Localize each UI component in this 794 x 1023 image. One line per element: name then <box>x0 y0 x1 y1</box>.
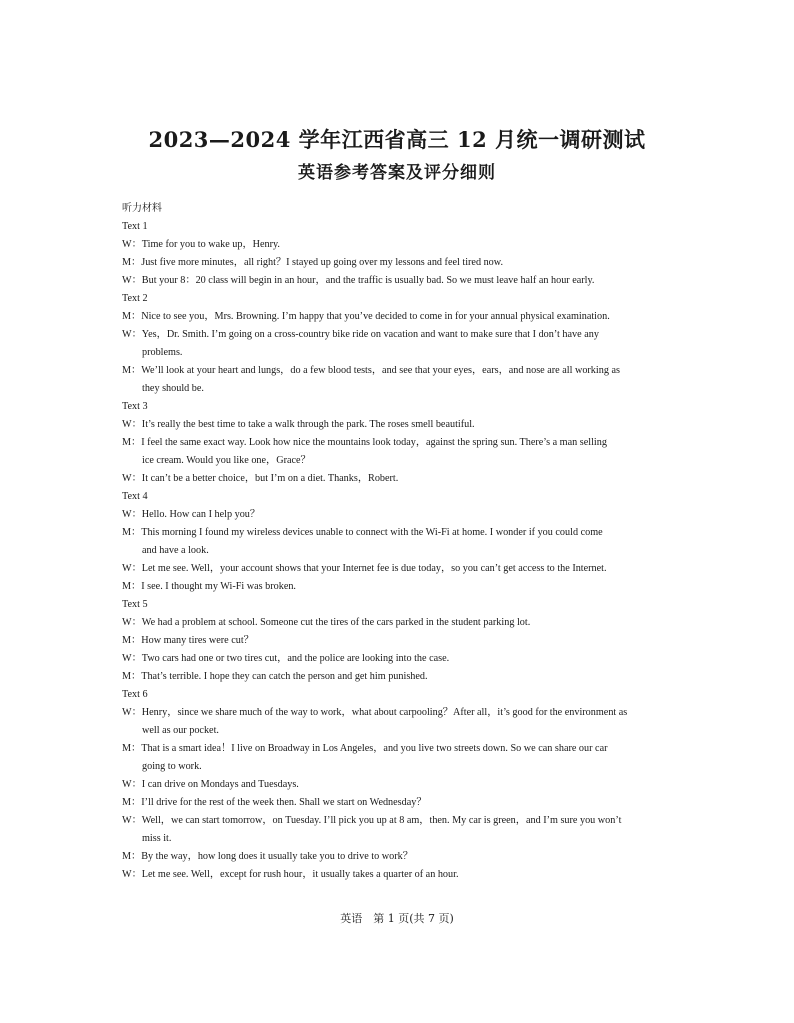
dialogue-line <box>122 812 674 848</box>
dialogue-line <box>122 434 674 470</box>
dialogue-line <box>122 578 674 596</box>
dialogue-line <box>122 560 674 578</box>
dialogue-line <box>122 650 674 668</box>
dialogue-line-text: W：Henry，since we share much of the way to work，what about carpooling？After all，it’s good for the environment as <box>122 707 628 718</box>
text-heading: Text 5 <box>122 599 148 610</box>
dialogue-line-text: M：I’ll drive for the rest of the week then. Shall we start on Wednesday？ <box>122 797 427 808</box>
dialogue-line <box>122 740 674 776</box>
dialogue-line <box>122 866 674 884</box>
dialogue-line-text: W：But your 8：20 class will begin in an hour，and the traffic is usually bad. So we must leave half an hour early. <box>122 275 595 286</box>
text-block <box>122 290 674 398</box>
dialogue-line <box>122 704 674 740</box>
listening-transcript <box>122 200 674 884</box>
dialogue-line <box>122 470 674 488</box>
dialogue-line-text: M：How many tires were cut？ <box>122 635 254 646</box>
dialogue-line-text: M：I see. I thought my Wi-Fi was broken. <box>122 581 296 592</box>
dialogue-line <box>122 326 674 362</box>
text-heading: Text 6 <box>122 689 148 700</box>
transcript-texts <box>122 218 674 884</box>
document-title: 2023—2024 学年江西省高三 12 月统一调研测试 <box>148 127 646 152</box>
section-label: 听力材料 <box>122 203 162 214</box>
dialogue-line <box>122 614 674 632</box>
text-heading: Text 1 <box>122 221 148 232</box>
dialogue-line-continuation: and have a look. <box>142 545 209 556</box>
dialogue-line-text: W：Well，we can start tomorrow，on Tuesday. I’ll pick you up at 8 am，then. My car is green，and I’m sure you won’t <box>122 815 622 826</box>
dialogue-line-text: M：This morning I found my wireless devices unable to connect with the Wi-Fi at home. I wonder if you could come <box>122 527 603 538</box>
dialogue-line-continuation: well as our pocket. <box>142 725 219 736</box>
dialogue-line <box>122 668 674 686</box>
dialogue-line <box>122 632 674 650</box>
dialogue-line-text: W：I can drive on Mondays and Tuesdays. <box>122 779 299 790</box>
dialogue-line-text: M：By the way，how long does it usually take you to drive to work？ <box>122 851 413 862</box>
dialogue-line-text: M：Just five more minutes，all right？I stayed up going over my lessons and feel tired now. <box>122 257 504 268</box>
text-heading: Text 2 <box>122 293 148 304</box>
dialogue-line <box>122 236 674 254</box>
dialogue-line <box>122 416 674 434</box>
dialogue-line-text: W：Let me see. Well，your account shows that your Internet fee is due today，so you can’t get access to the Internet. <box>122 563 607 574</box>
page-footer: 英语 第 1 页(共 7 页) <box>340 912 454 925</box>
text-block <box>122 218 674 290</box>
dialogue-line <box>122 794 674 812</box>
dialogue-line-text: W：It can’t be a better choice，but I’m on a diet. Thanks，Robert. <box>122 473 399 484</box>
dialogue-line-text: M：I feel the same exact way. Look how nice the mountains look today，against the spring sun. There’s a man selling <box>122 437 607 448</box>
dialogue-line <box>122 776 674 794</box>
text-block <box>122 398 674 488</box>
dialogue-line-continuation: ice cream. Would you like one，Grace？ <box>142 455 311 466</box>
dialogue-line-text: W：We had a problem at school. Someone cut the tires of the cars parked in the student parking lot. <box>122 617 531 628</box>
dialogue-line <box>122 506 674 524</box>
dialogue-line-continuation: problems. <box>142 347 183 358</box>
dialogue-line-text: W：Hello. How can I help you？ <box>122 509 261 520</box>
text-block <box>122 488 674 596</box>
dialogue-line <box>122 524 674 560</box>
text-block <box>122 686 674 884</box>
dialogue-line-text: W：Yes，Dr. Smith. I’m going on a cross-country bike ride on vacation and want to make sure that I don’t have any <box>122 329 599 340</box>
text-heading: Text 4 <box>122 491 148 502</box>
dialogue-line <box>122 254 674 272</box>
text-block <box>122 596 674 686</box>
dialogue-line <box>122 272 674 290</box>
dialogue-line-text: M：That is a smart idea！I live on Broadway in Los Angeles，and you live two streets down. So we can share our car <box>122 743 608 754</box>
dialogue-line-text: W：Two cars had one or two tires cut，and the police are looking into the case. <box>122 653 450 664</box>
dialogue-line-text: W：Time for you to wake up，Henry. <box>122 239 280 250</box>
document-subtitle: 英语参考答案及评分细则 <box>298 163 496 183</box>
dialogue-line-text: W：Let me see. Well，except for rush hour，it usually takes a quarter of an hour. <box>122 869 459 880</box>
text-heading: Text 3 <box>122 401 148 412</box>
dialogue-line <box>122 362 674 398</box>
dialogue-line-continuation: they should be. <box>142 383 204 394</box>
dialogue-line-text: M：Nice to see you，Mrs. Browning. I’m happy that you’ve decided to come in for your annual physical examination. <box>122 311 610 322</box>
dialogue-line <box>122 848 674 866</box>
dialogue-line-text: M：That’s terrible. I hope they can catch the person and get him punished. <box>122 671 428 682</box>
dialogue-line-text: W：It’s really the best time to take a walk through the park. The roses smell beautiful. <box>122 419 475 430</box>
dialogue-line-continuation: miss it. <box>142 833 172 844</box>
dialogue-line <box>122 308 674 326</box>
dialogue-line-continuation: going to work. <box>142 761 202 772</box>
dialogue-line-text: M：We’ll look at your heart and lungs，do a few blood tests，and see that your eyes，ears，and nose are all working as <box>122 365 620 376</box>
